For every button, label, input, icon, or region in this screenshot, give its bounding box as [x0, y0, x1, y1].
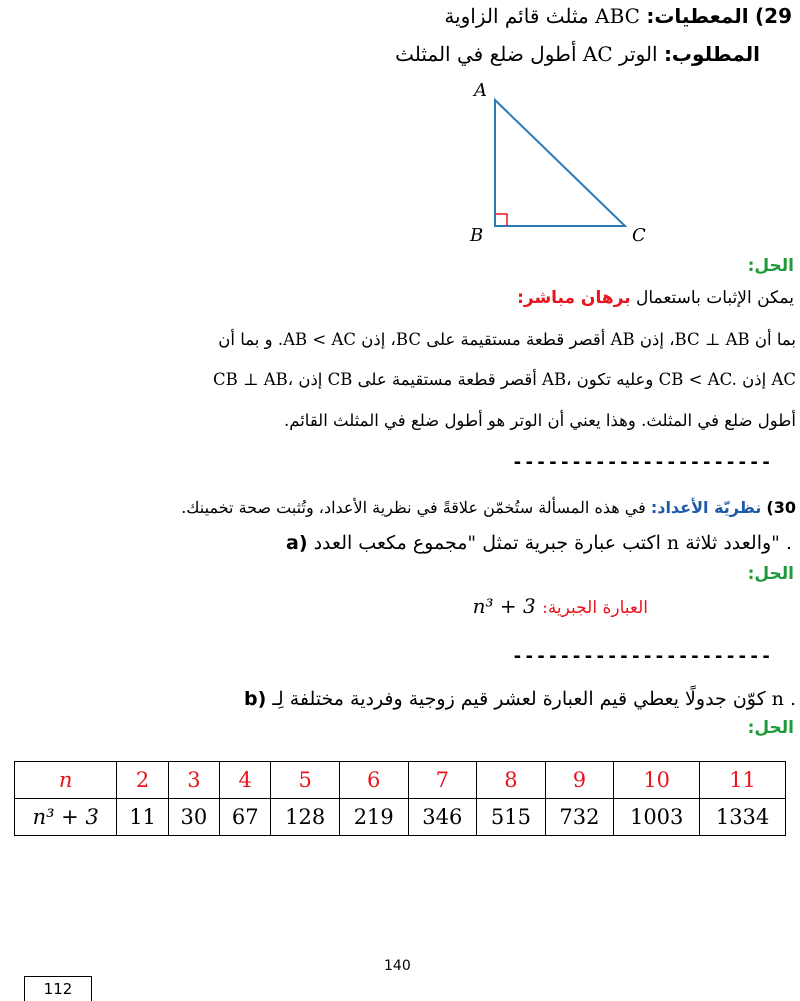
table-header-expr: [15, 799, 117, 836]
part-b: [244, 688, 796, 710]
method-highlight: برهان مباشر:: [517, 288, 631, 308]
triangle-shape: [495, 100, 625, 226]
problem30-title: نظريّة الأعداد:: [650, 498, 762, 517]
problem30-header: [181, 498, 796, 517]
table-row-expr: [15, 799, 786, 836]
required-label: المطلوب:: [663, 42, 760, 66]
table-cell: 219: [339, 799, 408, 836]
part-b-label: b): [243, 688, 267, 710]
table-cell: 7: [408, 762, 477, 799]
table-cell: 6: [339, 762, 408, 799]
part-a-solution-label: الحل:: [747, 564, 794, 584]
table-cell: 128: [271, 799, 340, 836]
vertex-c-label: C: [632, 225, 646, 246]
page-box: 112: [24, 976, 92, 1001]
problem30-number: 30): [766, 498, 796, 517]
vertex-b-label: B: [470, 225, 484, 246]
problem29-given: [444, 4, 792, 28]
table-cell: 11: [117, 799, 168, 836]
right-angle-marker: [495, 214, 507, 226]
table-row-n: [15, 762, 786, 799]
table-cell: 67: [220, 799, 271, 836]
table-cell: 346: [408, 799, 477, 836]
table-cell: 1334: [700, 799, 786, 836]
problem30-intro: في هذه المسألة ستُخمّن علاقةً في نظرية الأعداد، وتُثبت صحة تخمينك.: [181, 498, 646, 517]
problem29-number: 29): [755, 4, 792, 28]
separator-2: ----------------------: [512, 646, 773, 667]
table-cell: 1003: [614, 799, 700, 836]
table-cell: 3: [168, 762, 219, 799]
table-cell: 9: [545, 762, 614, 799]
method-text: يمكن الإثبات باستعمال: [635, 288, 794, 308]
table-cell: 8: [477, 762, 546, 799]
table-cell: 10: [614, 762, 700, 799]
row-label: n³ + 3: [32, 805, 99, 829]
problem29-solution-label: الحل:: [747, 256, 794, 276]
table-cell: 732: [545, 799, 614, 836]
separator-1: ----------------------: [512, 452, 773, 473]
table-cell: 4: [220, 762, 271, 799]
part-a-text: اكتب عبارة جبرية تمثل "مجموع مكعب العدد n والعدد ثلاثة" .: [313, 532, 792, 554]
table-cell: 515: [477, 799, 546, 836]
table-cell: 2: [117, 762, 168, 799]
expression-label: العبارة الجبرية:: [542, 598, 648, 618]
given-label: المعطيات:: [646, 4, 749, 28]
part-a: [286, 532, 792, 554]
proof-method: [517, 288, 794, 308]
proof-line-1: بما أن BC ⊥ AB، إذن AB أقصر قطعة مستقيمة على BC، إذن AB < AC. و بما أن: [218, 330, 796, 349]
part-b-solution-label: الحل:: [747, 718, 794, 738]
required-text: الوتر AC أطول ضلع في المثلث: [395, 42, 658, 66]
page-number: 140: [384, 958, 411, 974]
vertex-a-label: A: [474, 80, 487, 101]
right-triangle-figure: [460, 78, 660, 248]
table-cell: 5: [271, 762, 340, 799]
part-b-text: كوّن جدولًا يعطي قيم العبارة لعشر قيم زوجية وفردية مختلفة لِـ n .: [272, 688, 796, 710]
part-a-label: a): [286, 532, 308, 554]
table-header-n: n: [15, 762, 117, 799]
expression-value: n³ + 3: [472, 594, 536, 618]
problem29-required: [395, 42, 760, 66]
table-cell: 11: [700, 762, 786, 799]
algebraic-expression: [473, 594, 648, 618]
table-cell: 30: [168, 799, 219, 836]
proof-line-3: أطول ضلع في المثلث. وهذا يعني أن الوتر هو أطول ضلع في المثلث القائم.: [283, 411, 796, 430]
given-text: ABC مثلث قائم الزاوية: [444, 4, 640, 28]
values-table: [14, 761, 786, 836]
proof-line-2: CB ⊥ AB، إذن CB أقصر قطعة مستقيمة على AB، وعليه تكون CB < AC. إذن AC: [212, 370, 796, 389]
